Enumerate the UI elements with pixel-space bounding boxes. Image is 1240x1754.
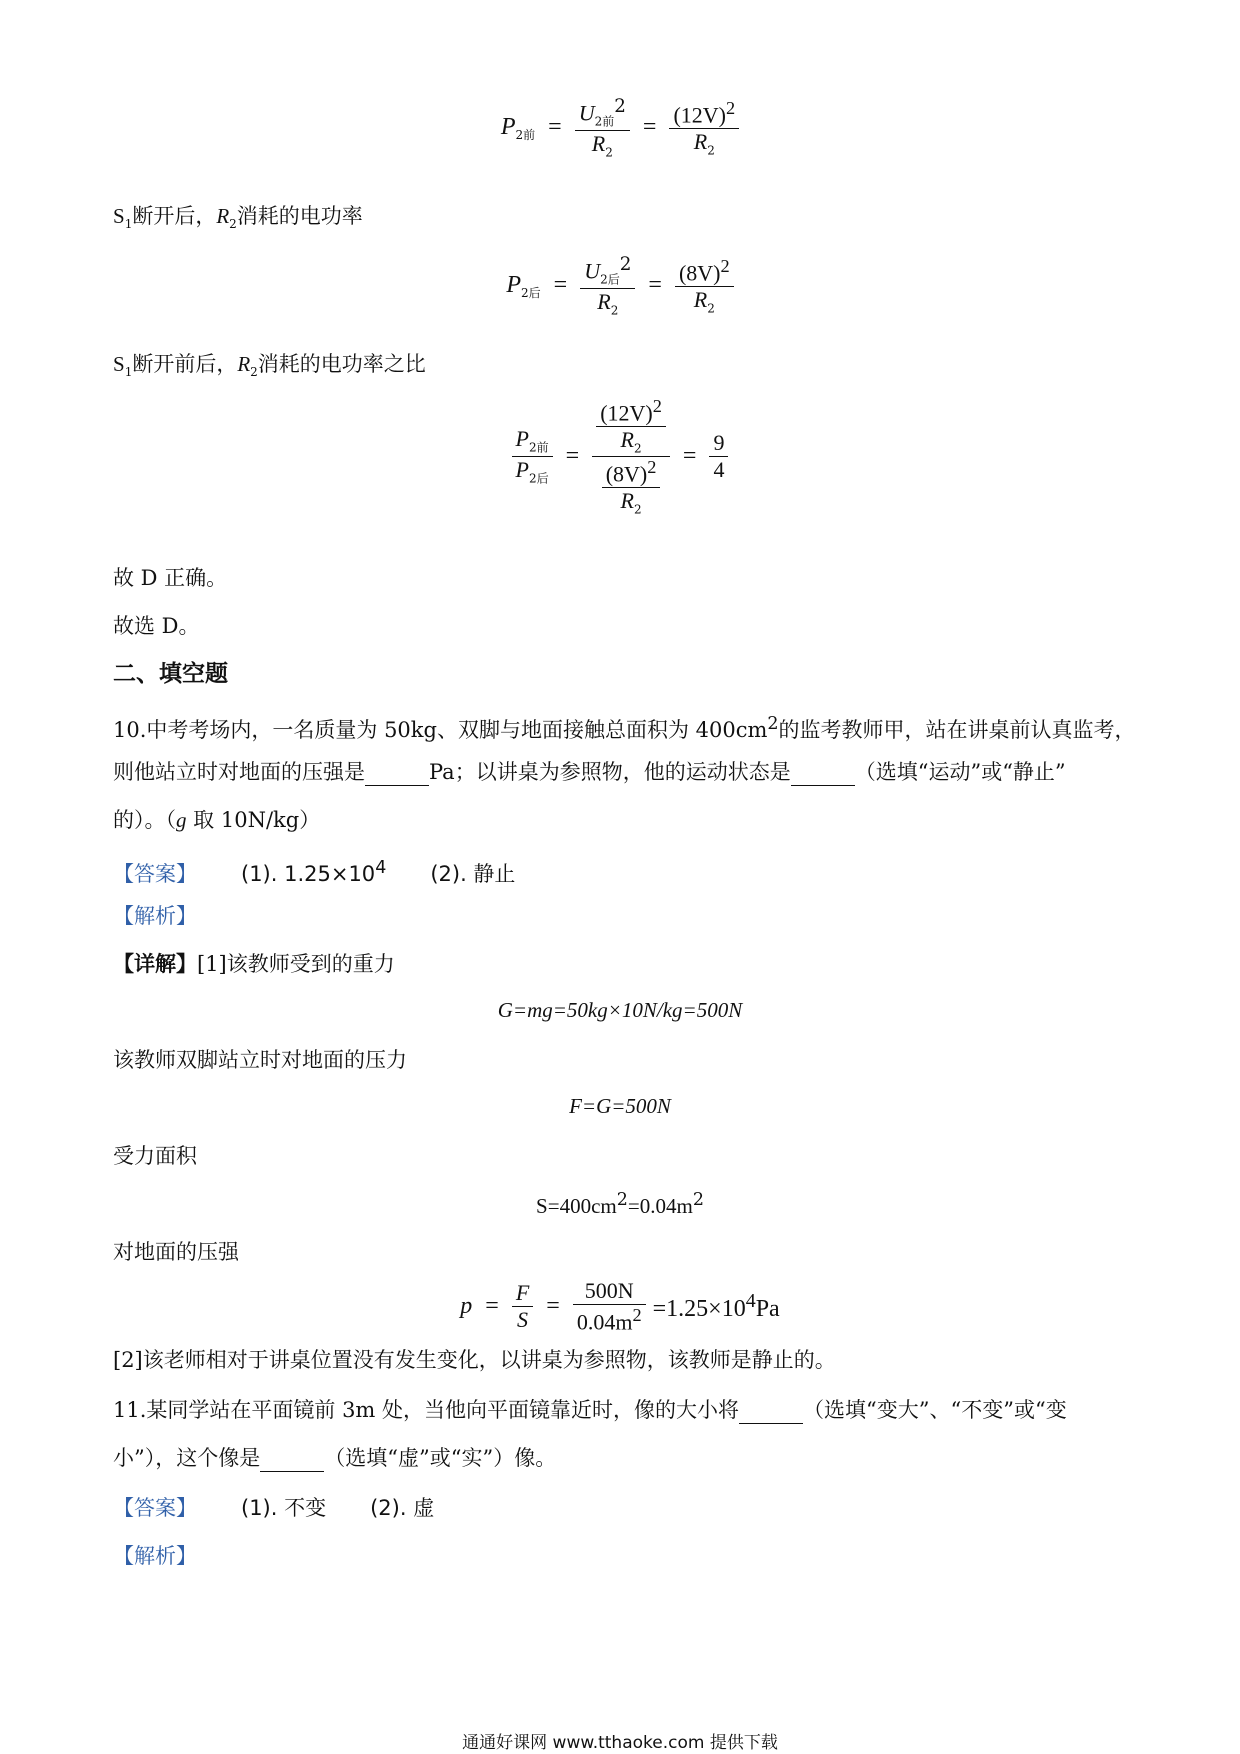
fraction — [512, 1280, 533, 1333]
text-pressure: 对地面的压强 — [113, 1240, 239, 1264]
compound-fraction — [592, 396, 670, 516]
formula-area — [0, 1190, 1240, 1219]
q10-line-3 — [113, 806, 320, 834]
text: 10.中考考场内，一名质量为 50kg、双脚与地面接触总面积为 400cm — [113, 718, 768, 742]
formula-symbol: F — [512, 1280, 533, 1307]
formula-symbol: R — [597, 288, 611, 314]
symbol: S — [113, 352, 125, 376]
fraction — [580, 254, 635, 317]
text-d-correct: 故 D 正确。 — [113, 566, 228, 590]
formula-superscript: 2 — [720, 255, 730, 276]
formula-text: 500N — [573, 1278, 646, 1305]
formula-text: (12V) — [600, 400, 653, 426]
symbol: R — [237, 352, 251, 376]
formula-symbol: R — [620, 488, 634, 514]
symbol: R — [216, 204, 230, 228]
formula-text: G=mg=50kg×10N/kg=500N — [497, 998, 743, 1022]
superscript: 2 — [767, 714, 779, 734]
formula-unit: Pa — [755, 1296, 780, 1323]
answer-blank — [739, 1403, 803, 1424]
formula-superscript: 2 — [614, 96, 626, 117]
fraction — [596, 396, 666, 456]
q11-line-2 — [113, 1444, 556, 1472]
formula-symbol: S — [517, 1307, 529, 1333]
fraction — [602, 457, 661, 517]
superscript: 4 — [745, 1290, 756, 1313]
formula-p2-after: $P_{2后}$ = $\frac{U_{2后}^2}{R_2}$ = $\frac{(8V)^2}{R_2}$ — [0, 254, 1240, 317]
formula-force — [0, 1094, 1240, 1119]
analysis-label: 【解析】 — [113, 904, 197, 928]
formula-superscript: 2 — [647, 456, 657, 477]
text: 小”），这个像是 — [113, 1446, 261, 1470]
subscript: 2 — [250, 365, 258, 380]
text: 消耗的电功率之比 — [257, 352, 426, 376]
detail-2: [2]该老师相对于讲桌位置没有发生变化，以讲桌为参照物，该教师是静止的。 — [113, 1348, 836, 1372]
formula-subscript: 2 — [707, 301, 715, 316]
formula-symbol: R — [591, 130, 606, 156]
text: 取 10N/kg） — [186, 808, 321, 832]
formula-subscript: 2 — [610, 303, 619, 318]
fraction — [709, 430, 728, 483]
formula-symbol: U — [578, 100, 595, 126]
answer-label: 【答案】 — [113, 862, 197, 886]
formula-text: S=400cm — [536, 1194, 617, 1218]
text: Pa；以讲桌为参照物，他的运动状态是 — [429, 760, 791, 784]
formula-symbol: R — [693, 129, 708, 155]
answer-blank — [260, 1451, 324, 1472]
subscript: 1 — [124, 365, 133, 380]
formula-symbol: P — [506, 272, 521, 299]
superscript: 2 — [632, 1305, 642, 1325]
q11-line-1 — [113, 1396, 1067, 1424]
text-area: 受力面积 — [113, 1144, 197, 1168]
detail-label: 【详解】 — [113, 951, 197, 976]
formula-subscript: 2后 — [529, 471, 549, 486]
q10-line-1 — [113, 710, 1136, 744]
q10-line-2 — [113, 758, 1066, 786]
text: [1]该教师受到的重力 — [197, 952, 395, 976]
superscript: 2 — [692, 1190, 704, 1210]
formula-symbol: U — [584, 258, 601, 284]
formula-text: 9 — [709, 430, 728, 457]
q10-answer — [113, 854, 515, 888]
section-heading: 二、填空题 — [113, 660, 228, 687]
fraction — [675, 256, 734, 316]
superscript: 4 — [375, 858, 387, 878]
formula-text: (8V) — [605, 461, 648, 487]
text-s1-after — [113, 202, 363, 238]
superscript: 2 — [616, 1190, 628, 1210]
formula-subscript: 2后 — [521, 285, 541, 300]
subscript: 2 — [229, 217, 237, 232]
symbol: g — [176, 808, 187, 832]
text-force: 该教师双脚站立时对地面的压力 — [113, 1048, 407, 1072]
formula-symbol: R — [620, 427, 634, 453]
formula-text: F=G=500N — [569, 1094, 671, 1118]
analysis-label: 【解析】 — [113, 1544, 197, 1568]
answer-blank — [791, 765, 855, 786]
formula-symbol: R — [693, 287, 708, 313]
formula-subscript: 2 — [605, 145, 613, 160]
answer-1: (1). 不变 — [241, 1496, 327, 1520]
detail-1 — [113, 950, 395, 978]
formula-text: (12V) — [673, 102, 726, 128]
answer-2: (2). 虚 — [370, 1496, 435, 1520]
formula-text: =1.25×10 — [652, 1296, 746, 1323]
formula-text: =0.04m — [627, 1194, 693, 1218]
answer-1: (1). 1.25×10 — [241, 862, 376, 886]
formula-subscript: 2前 — [529, 440, 549, 455]
text: 的）。（ — [113, 808, 176, 832]
text: 断开前后， — [132, 352, 238, 376]
formula-text: 0.04m — [576, 1309, 633, 1335]
formula-subscript: 2前 — [515, 127, 536, 142]
formula-subscript: 2后 — [600, 272, 620, 287]
text: 断开后， — [132, 204, 217, 228]
text: 消耗的电功率 — [236, 204, 363, 228]
formula-pressure: p = $\frac{F}{S}$ = $\frac{500N}{0.04m^2}$ $=1.25\times 10^4Pa$ — [460, 1278, 780, 1335]
formula-gravity — [0, 998, 1240, 1023]
text: （选填“变大”、“不变”或“变 — [803, 1398, 1067, 1422]
answer-blank — [365, 765, 429, 786]
text: 则他站立时对地面的压强是 — [113, 760, 365, 784]
text: 的监考教师甲，站在讲桌前认真监考， — [778, 718, 1136, 742]
fraction — [575, 96, 630, 159]
page-footer: 通通好课网 www.tthaoke.com 提供下载 — [462, 1733, 778, 1753]
fraction: $\frac{P_{2前}}{P_{2后}}$ — [512, 426, 553, 486]
formula-text: (8V) — [678, 260, 721, 286]
formula-superscript: 2 — [652, 396, 662, 416]
symbol: S — [113, 204, 125, 228]
formula-text: 4 — [713, 456, 725, 482]
formula-superscript: 2 — [619, 254, 632, 275]
formula-symbol: P — [500, 114, 516, 141]
formula-ratio: $\frac{P_{2前}}{P_{2后}}$ = $\frac{\frac{(12V)^2}{R_2}}{\frac{(8V)^2}{R_2}}$ = $\frac{9}{4}$ — [0, 396, 1240, 516]
text-s1-ratio — [113, 350, 426, 386]
answer-2: (2). 静止 — [430, 862, 516, 886]
answer-label: 【答案】 — [113, 1496, 197, 1520]
text: （选填“运动”或“静止” — [854, 760, 1066, 784]
fraction — [669, 98, 739, 158]
text: 11.某同学站在平面镜前 3m 处，当他向平面镜靠近时，像的大小将 — [113, 1398, 740, 1422]
formula-p2-before: $P_{2前}$ = $\frac{U_{2前}^2}{R_2}$ = $\frac{(12V)^2}{R_2}$ — [0, 96, 1240, 159]
q11-answer — [113, 1494, 434, 1522]
formula-subscript: 2 — [633, 441, 642, 456]
text: （选填“虚”或“实”）像。 — [324, 1446, 557, 1470]
formula-superscript: 2 — [725, 97, 736, 118]
text-choose-d: 故选 D。 — [113, 614, 200, 638]
formula-symbol: p — [460, 1293, 473, 1320]
subscript: 1 — [124, 217, 133, 232]
formula-subscript: 2前 — [594, 114, 615, 129]
fraction — [573, 1278, 646, 1335]
formula-subscript: 2 — [707, 143, 715, 158]
formula-subscript: 2 — [633, 502, 642, 517]
